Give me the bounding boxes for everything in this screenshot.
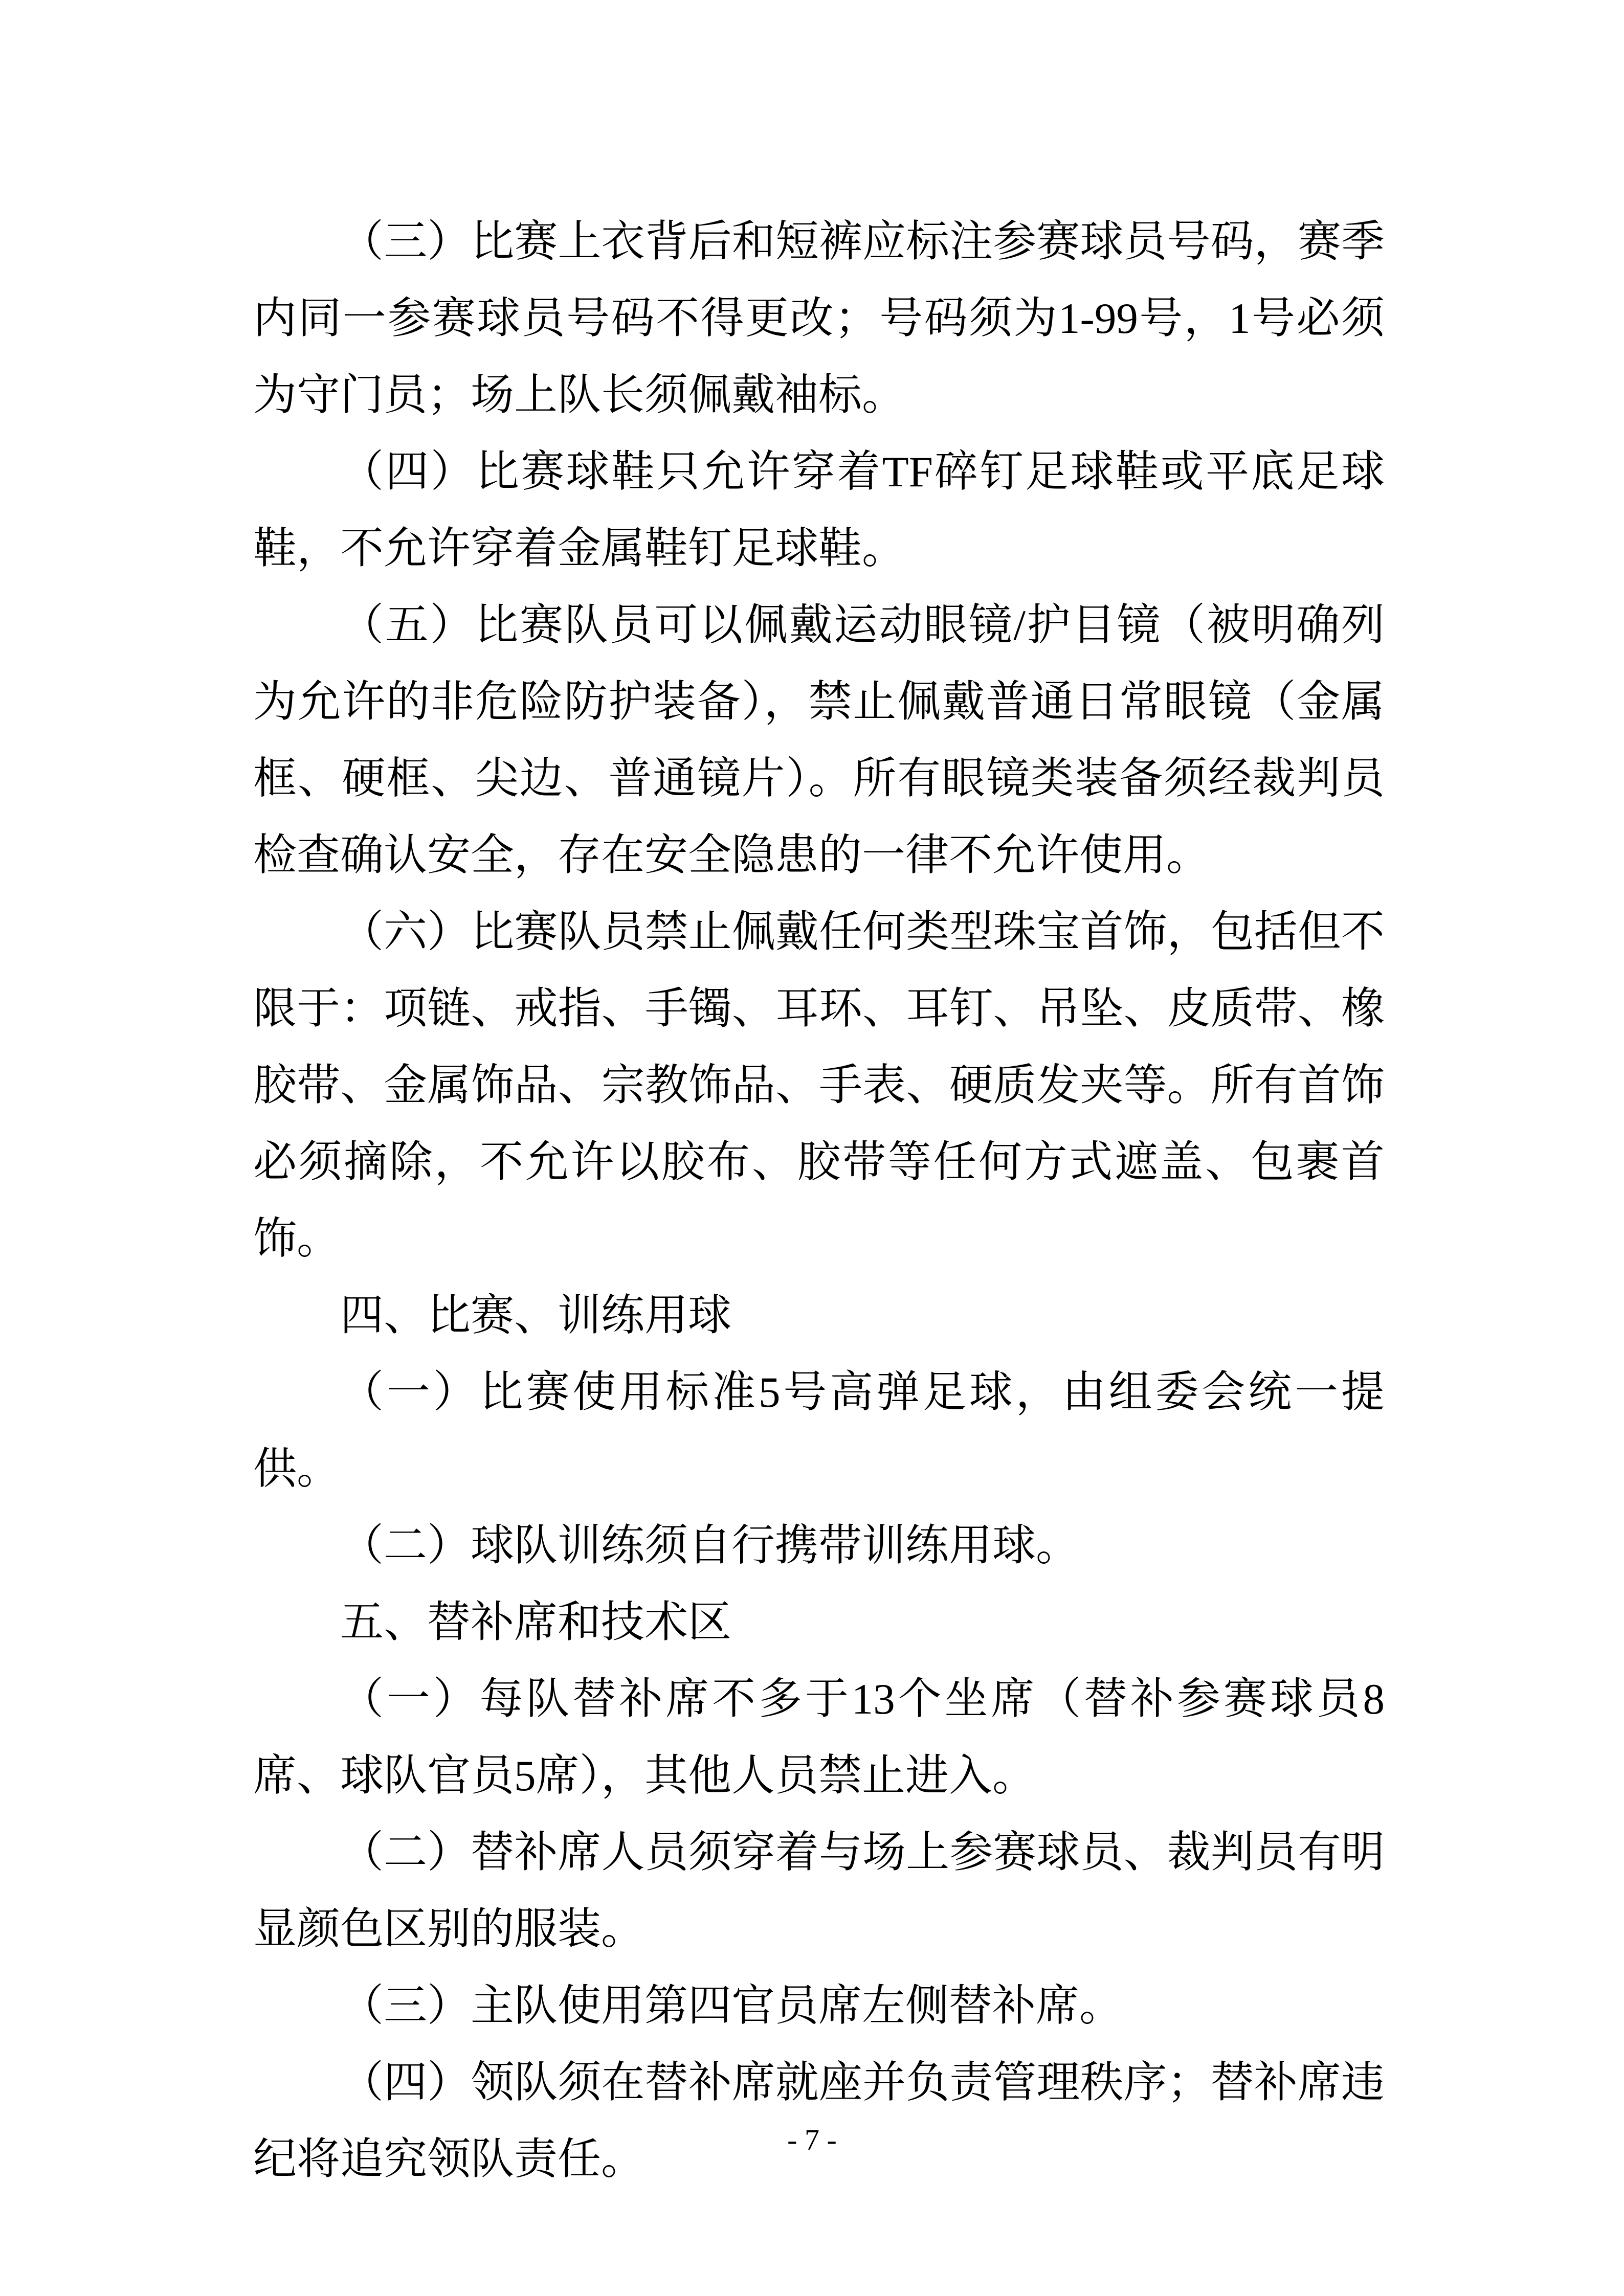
paragraph-item-5-glasses: （五）比赛队员可以佩戴运动眼镜/护目镜（被明确列为允许的非危险防护装备），禁止佩戴普通日常眼镜（金属框、硬框、尖边、普通镜片）。所有眼镜类装备须经裁判员检查确认安全，存在安全隐患的一律不允许使用。 — [253, 601, 1385, 880]
paragraph-bench-item-4: （四）领队须在替补席就座并负责管理秩序；替补席违纪将追究领队责任。 — [253, 2059, 1385, 2184]
paragraph-balls-item-2: （二）球队训练须自行携带训练用球。 — [340, 1522, 1080, 1570]
paragraph-bench-item-1: （一）每队替补席不多于13个坐席（替补参赛球员8席、球队官员5席），其他人员禁止进入。 — [253, 1675, 1385, 1800]
paragraph-bench-item-3: （三）主队使用第四官员席左侧替补席。 — [340, 1982, 1123, 2030]
paragraph-item-6-jewelry: （六）比赛队员禁止佩戴任何类型珠宝首饰，包括但不限于：项链、戒指、手镯、耳环、耳钉、吊坠、皮质带、橡胶带、金属饰品、宗教饰品、手表、硬质发夹等。所有首饰必须摘除，不允许以胶布、胶带等任何方式遮盖、包裹首饰。 — [253, 908, 1385, 1263]
section-heading-4-balls: 四、比赛、训练用球 — [340, 1292, 732, 1340]
paragraph-balls-item-1: （一）比赛使用标准5号高弹足球，由组委会统一提供。 — [253, 1368, 1385, 1493]
paragraph-item-3-jersey-numbers: （三）比赛上衣背后和短裤应标注参赛球员号码，赛季内同一参赛球员号码不得更改；号码须为1-99号，1号必须为守门员；场上队长须佩戴袖标。 — [253, 218, 1385, 419]
paragraph-item-4-shoes: （四）比赛球鞋只允许穿着TF碎钉足球鞋或平底足球鞋，不允许穿着金属鞋钉足球鞋。 — [253, 448, 1385, 573]
paragraph-bench-item-2: （二）替补席人员须穿着与场上参赛球员、裁判员有明显颜色区别的服装。 — [253, 1829, 1385, 1953]
page-number: - 7 - — [787, 2123, 837, 2156]
document-body — [253, 204, 1385, 2198]
section-heading-5-bench: 五、替补席和技术区 — [340, 1599, 732, 1647]
